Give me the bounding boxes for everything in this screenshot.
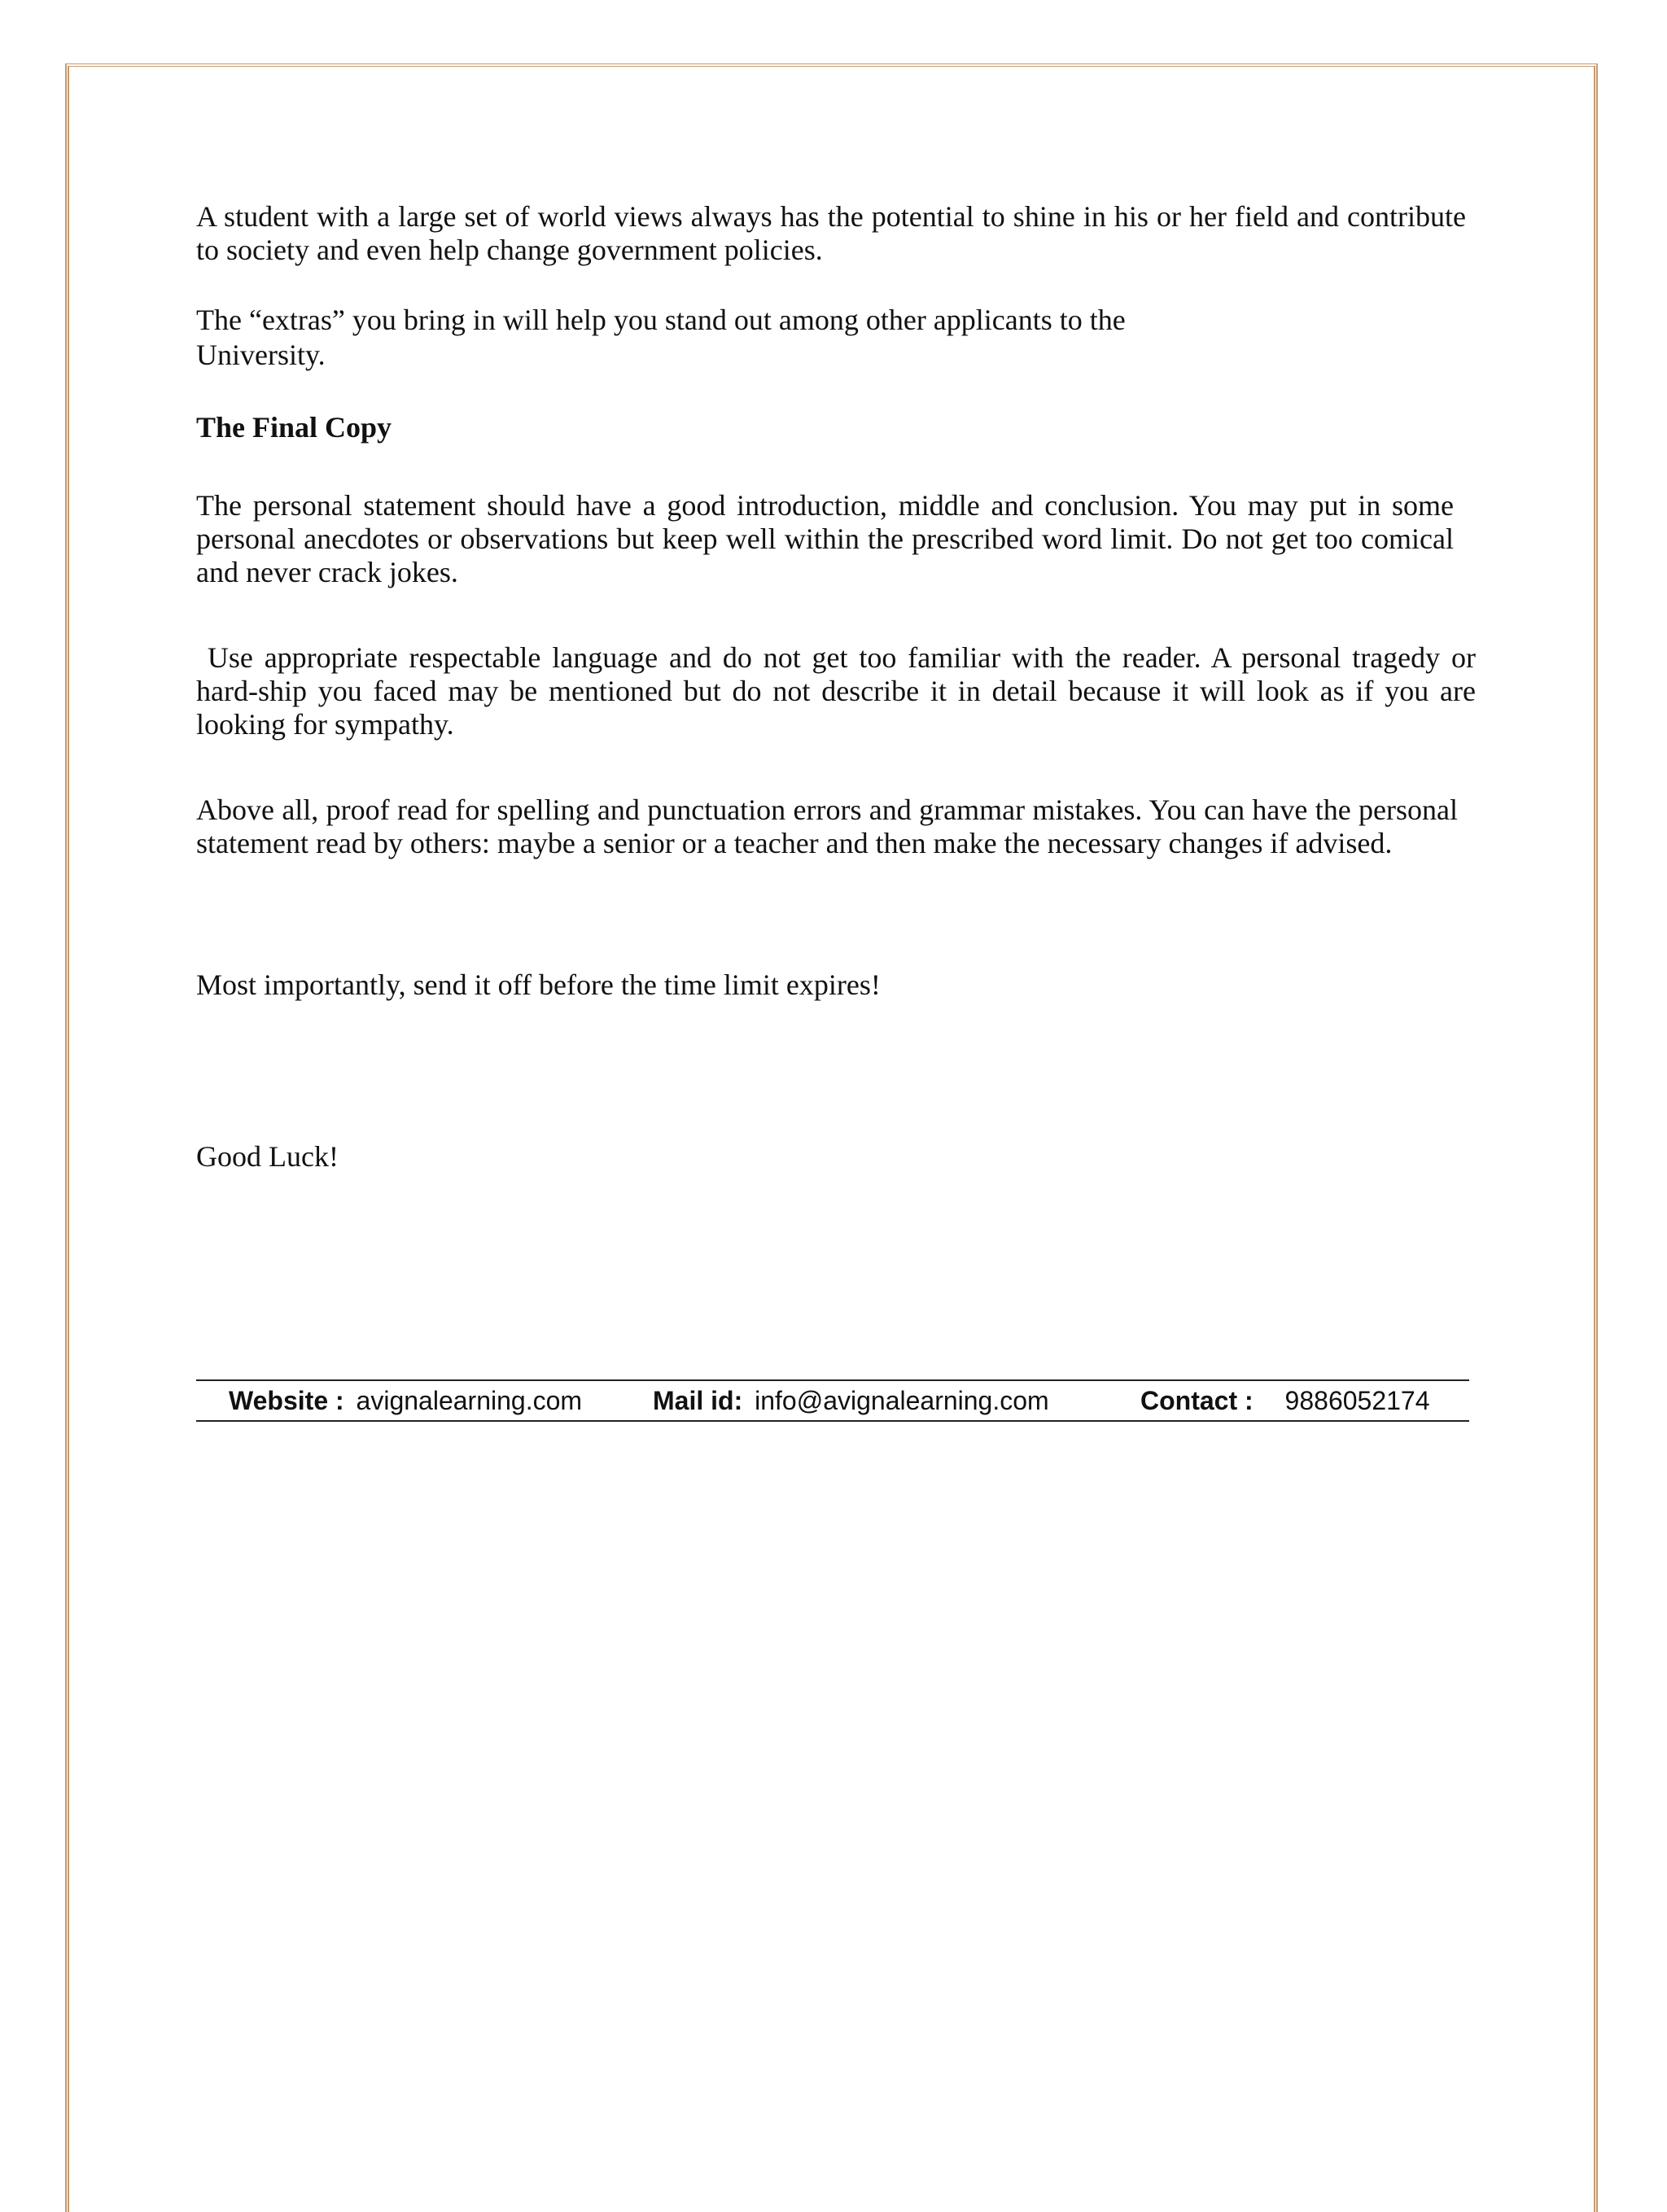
footer-contact-bar — [196, 1379, 1469, 1422]
contact-number: 9886052174 — [1284, 1386, 1430, 1415]
page-border — [65, 63, 1598, 2212]
footer-mail — [653, 1381, 1049, 1420]
paragraph-extras-line1: The “extras” you bring in will help you stand out among other applicants to the — [196, 304, 1126, 336]
paragraph-extras-line2: University. — [196, 339, 326, 371]
paragraph-world-views: A student with a large set of world views always has the potential to shine in his or her field and contribute to society and even help change government policies. — [196, 200, 1466, 266]
paragraph-final-copy: The personal statement should have a good introduction, middle and conclusion. You may put in some personal anecdotes or observations but keep well within the prescribed word limit. Do not get too comical and never crack jokes. — [196, 489, 1454, 588]
paragraph-deadline: Most importantly, send it off before the time limit expires! — [196, 968, 881, 1001]
section-heading: The Final Copy — [196, 411, 392, 444]
contact-label: Contact : — [1140, 1386, 1254, 1415]
mail-link[interactable]: info@avignalearning.com — [755, 1386, 1049, 1415]
paragraph-language: Use appropriate respectable language and do not get too familiar with the reader. A personal tragedy or hard-ship you faced may be mentioned but do not describe it in detail because it will look as if you are looking for sympathy. — [196, 641, 1484, 741]
website-link[interactable]: avignalearning.com — [356, 1386, 583, 1415]
footer-website — [229, 1381, 582, 1420]
closing-line: Good Luck! — [196, 1140, 339, 1173]
footer-contact — [1140, 1381, 1430, 1420]
website-label: Website : — [229, 1386, 344, 1415]
paragraph-extras — [196, 304, 1482, 372]
paragraph-proofread: Above all, proof read for spelling and punctuation errors and grammar mistakes. You can have the personal statement read by others: maybe a senior or a teacher and then make the necessary changes if advised. — [196, 793, 1458, 859]
mail-label: Mail id: — [653, 1386, 743, 1415]
